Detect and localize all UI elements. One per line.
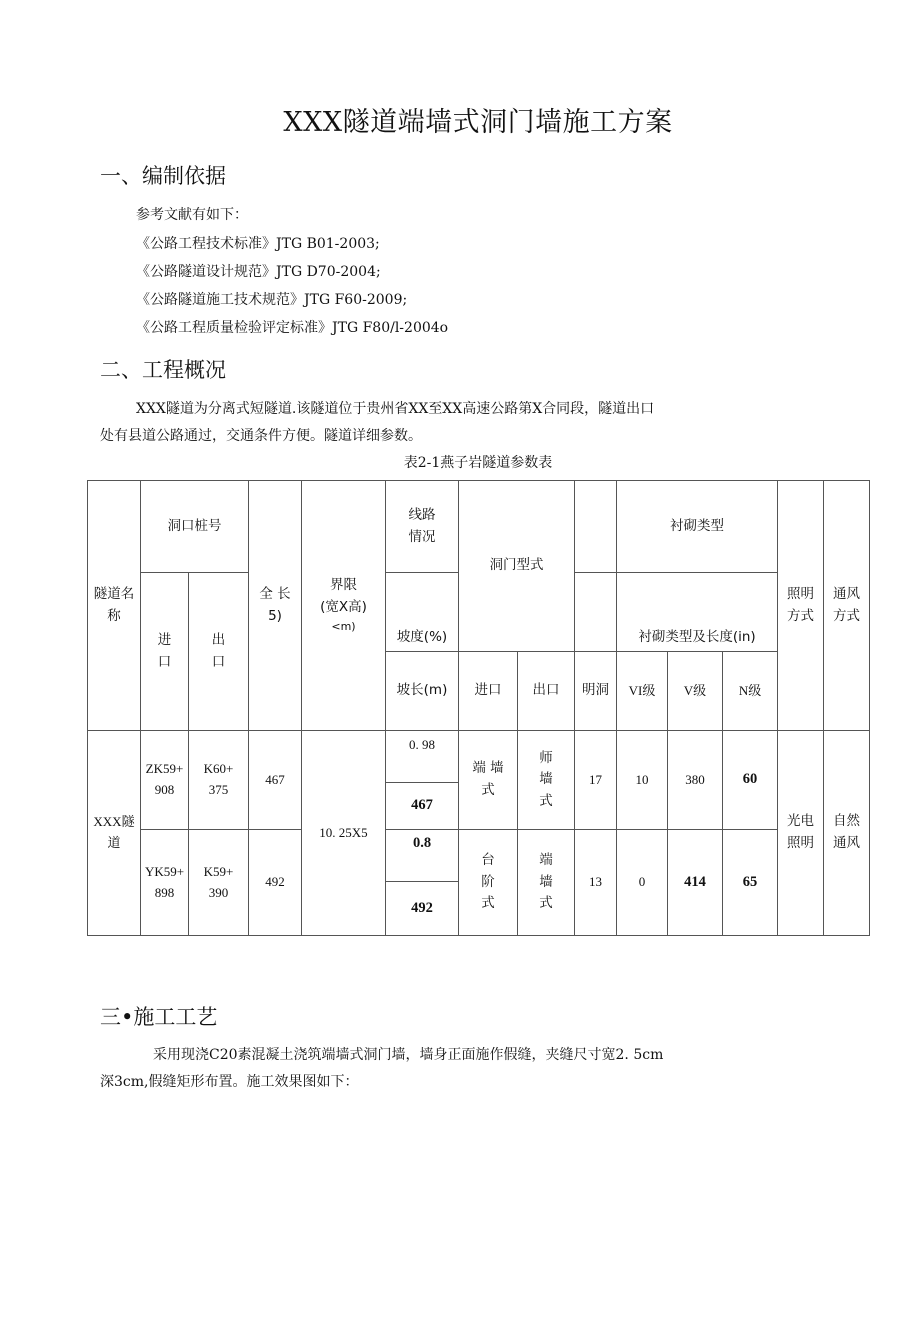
cell-exit-station: K59+ 390 xyxy=(189,830,249,936)
tunnel-parameter-table xyxy=(87,480,870,936)
header-portal-station: 洞口桩号 xyxy=(141,481,249,573)
cell-entry-station: YK59+ 898 xyxy=(141,830,189,936)
header-blank xyxy=(575,573,617,652)
construction-paragraph-line1: 采用现浇C20素混凝土浇筑端墙式洞门墙，墙身正面施作假缝，夹缝尺寸宽2. 5cm xyxy=(153,1047,664,1063)
header-ventilation: 通风 方式 xyxy=(824,481,870,731)
cell-slope-length: 492 xyxy=(386,882,459,936)
header-grade-n: N级 xyxy=(723,652,778,731)
cell-length: 492 xyxy=(249,830,302,936)
cell-ventilation: 自然 通风 xyxy=(824,731,870,936)
overview-paragraph-line1: XXX隧道为分离式短隧道.该隧道位于贵州省XX至XX高速公路第X合同段，隧道出口 xyxy=(136,401,655,417)
cell-grade-vi-length: 0 xyxy=(617,830,668,936)
header-open-cut: 明洞 xyxy=(575,652,617,731)
header-entrance: 进 口 xyxy=(141,573,189,731)
header-tunnel-name: 隧道名 称 xyxy=(88,481,141,731)
cell-open-cut: 13 xyxy=(575,830,617,936)
cell-grade-vi-length: 10 xyxy=(617,731,668,830)
header-blank xyxy=(575,481,617,573)
header-grade-vi: VI级 xyxy=(617,652,668,731)
cell-portal-exit: 师 墙 式 xyxy=(518,731,575,830)
references-intro: 参考文献有如下： xyxy=(136,207,248,223)
cell-length: 467 xyxy=(249,731,302,830)
header-slope-length: 坡长(m) xyxy=(386,652,459,731)
header-portal-exit: 出口 xyxy=(518,652,575,731)
header-portal-type: 洞门型式 xyxy=(459,481,575,652)
cell-portal-exit: 端 墙 式 xyxy=(518,830,575,936)
header-lining-type: 衬砌类型 xyxy=(617,481,778,573)
cell-grade: 0. 98 xyxy=(386,731,459,783)
section1-heading: 一、编制依据 xyxy=(100,164,226,188)
cell-grade-n-length: 60 xyxy=(723,731,778,830)
section3-heading: 三•施工工艺 xyxy=(100,1005,218,1029)
reference-item: 《公路工程质量检验评定标准》JTG F80/l-2004o xyxy=(136,320,449,336)
cell-clearance: 10. 25X5 xyxy=(302,731,386,936)
reference-item: 《公路隧道设计规范》JTG D70-2004; xyxy=(136,264,381,280)
overview-paragraph-line2: 处有县道公路通过，交通条件方便。隧道详细参数。 xyxy=(100,428,422,444)
cell-grade-v-length: 380 xyxy=(668,731,723,830)
cell-portal-entrance: 端 墙 式 xyxy=(459,731,518,830)
cell-exit-station: K60+ 375 xyxy=(189,731,249,830)
header-grade-v: V级 xyxy=(668,652,723,731)
section2-heading: 二、工程概况 xyxy=(100,358,226,382)
cell-portal-entrance: 台 阶 式 xyxy=(459,830,518,936)
header-lighting: 照明 方式 xyxy=(778,481,824,731)
cell-open-cut: 17 xyxy=(575,731,617,830)
cell-entry-station: ZK59+ 908 xyxy=(141,731,189,830)
header-grade: 坡度(%) xyxy=(386,573,459,652)
cell-grade-v-length: 414 xyxy=(668,830,723,936)
header-clearance: 界限 (宽X高) <m) xyxy=(302,481,386,731)
cell-grade-n-length: 65 xyxy=(723,830,778,936)
cell-lighting: 光电 照明 xyxy=(778,731,824,936)
table-caption: 表2-1燕子岩隧道参数表 xyxy=(403,455,553,471)
cell-tunnel-name: XXX隧 道 xyxy=(88,731,141,936)
construction-paragraph-line2: 深3cm,假缝矩形布置。施工效果图如下： xyxy=(100,1074,359,1090)
reference-item: 《公路工程技术标准》JTG B01-2003; xyxy=(136,236,380,252)
header-total-length: 全 长 5) xyxy=(249,481,302,731)
cell-grade: 0.8 xyxy=(386,830,459,882)
reference-item: 《公路隧道施工技术规范》JTG F60-2009; xyxy=(136,292,408,308)
header-lining-type-length: 衬砌类型及长度(in) xyxy=(617,573,778,652)
header-route-condition: 线路 情况 xyxy=(386,481,459,573)
header-exit: 出 口 xyxy=(189,573,249,731)
cell-slope-length: 467 xyxy=(386,783,459,830)
header-portal-entrance: 进口 xyxy=(459,652,518,731)
document-title: XXX隧道端墙式洞门墙施工方案 xyxy=(283,107,673,138)
